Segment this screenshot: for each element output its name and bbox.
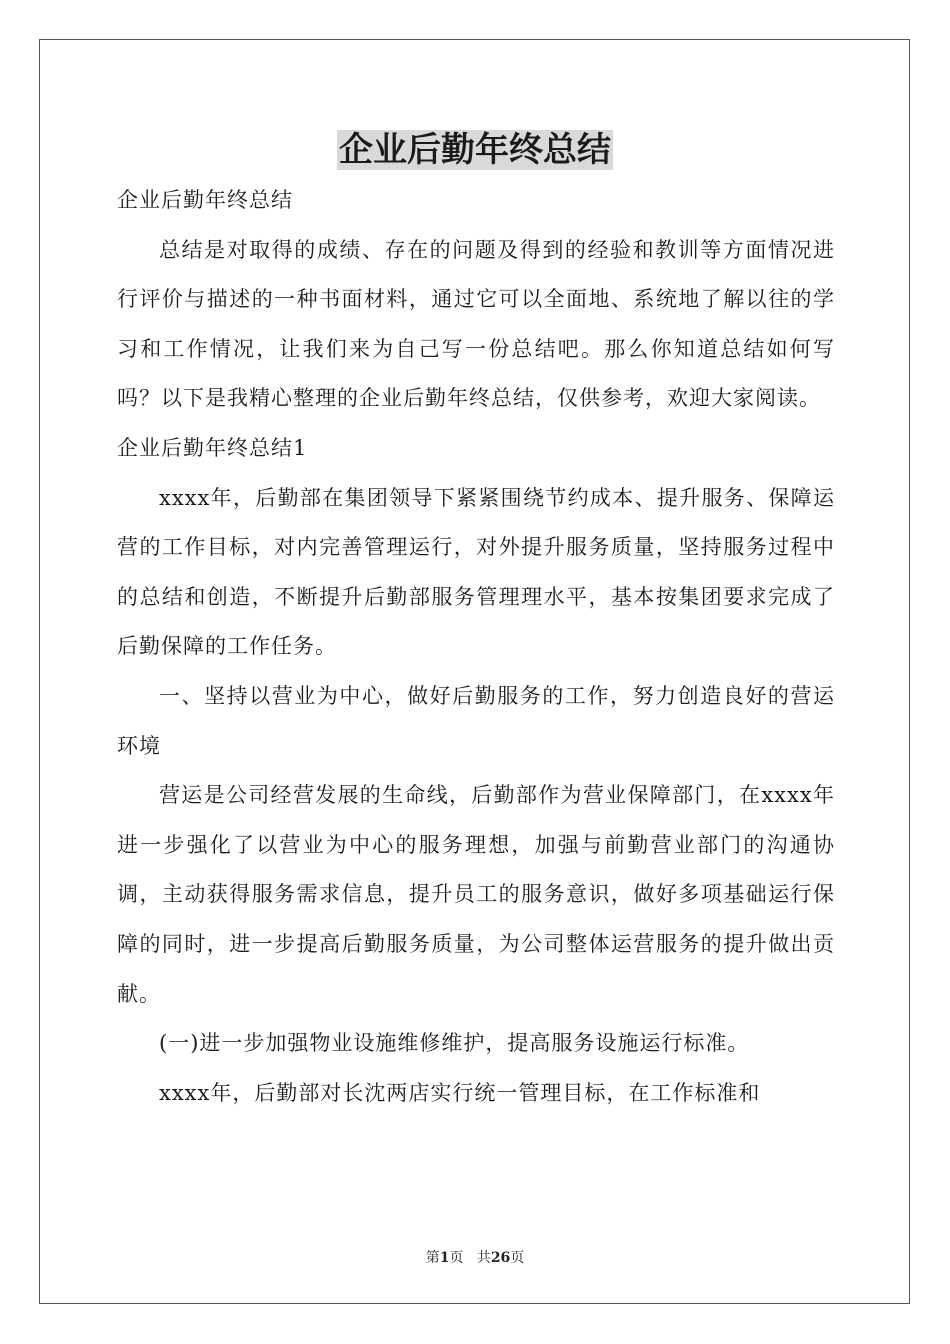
document-title-text: 企业后勤年终总结	[339, 130, 611, 170]
paragraph-3: 企业后勤年终总结1	[117, 435, 308, 460]
page-number: 1	[439, 1250, 450, 1266]
paragraph-8: xxxx年，后勤部对长沈两店实行统一管理目标，在工作标准和	[159, 1080, 761, 1105]
page-prefix: 第	[425, 1250, 440, 1266]
paragraph-7: (一)进一步加强物业设施维修维护，提高服务设施运行标准。	[159, 1031, 750, 1056]
paragraph-5: 一、坚持以营业为中心，做好后勤服务的工作，努力创造良好的营运环境	[117, 683, 835, 758]
paragraph-2: 总结是对取得的成绩、存在的问题及得到的经验和教训等方面情况进行评价与描述的一种书面材料，通过它可以全面地、系统地了解以往的学习和工作情况，让我们来为自己写一份总结吧。那么你知道总结如何写吗？以下是我精心整理的企业后勤年终总结，仅供参考，欢迎大家阅读。	[117, 237, 835, 411]
total-suffix: 页	[510, 1250, 525, 1266]
document-body	[117, 176, 835, 1118]
total-pages: 26	[490, 1250, 511, 1266]
page-footer	[0, 1248, 950, 1268]
document-title	[0, 128, 950, 172]
paragraph-6: 营运是公司经营发展的生命线，后勤部作为营业保障部门，在xxxx年进一步强化了以营业为中心的服务理想，加强与前勤营业部门的沟通协调，主动获得服务需求信息，提升员工的服务意识，做好多项基础运行保障的同时，进一步提高后勤服务质量，为公司整体运营服务的提升做出贡献。	[117, 783, 835, 1006]
paragraph-1: 企业后勤年终总结	[117, 188, 293, 212]
page-suffix: 页	[449, 1250, 464, 1266]
total-prefix: 共	[476, 1250, 491, 1266]
paragraph-4: xxxx年，后勤部在集团领导下紧紧围绕节约成本、提升服务、保障运营的工作目标，对内完善管理运行，对外提升服务质量，坚持服务过程中的总结和创造，不断提升后勤部服务管理理水平，基本按集团要求完成了后勤保障的工作任务。	[117, 485, 835, 659]
